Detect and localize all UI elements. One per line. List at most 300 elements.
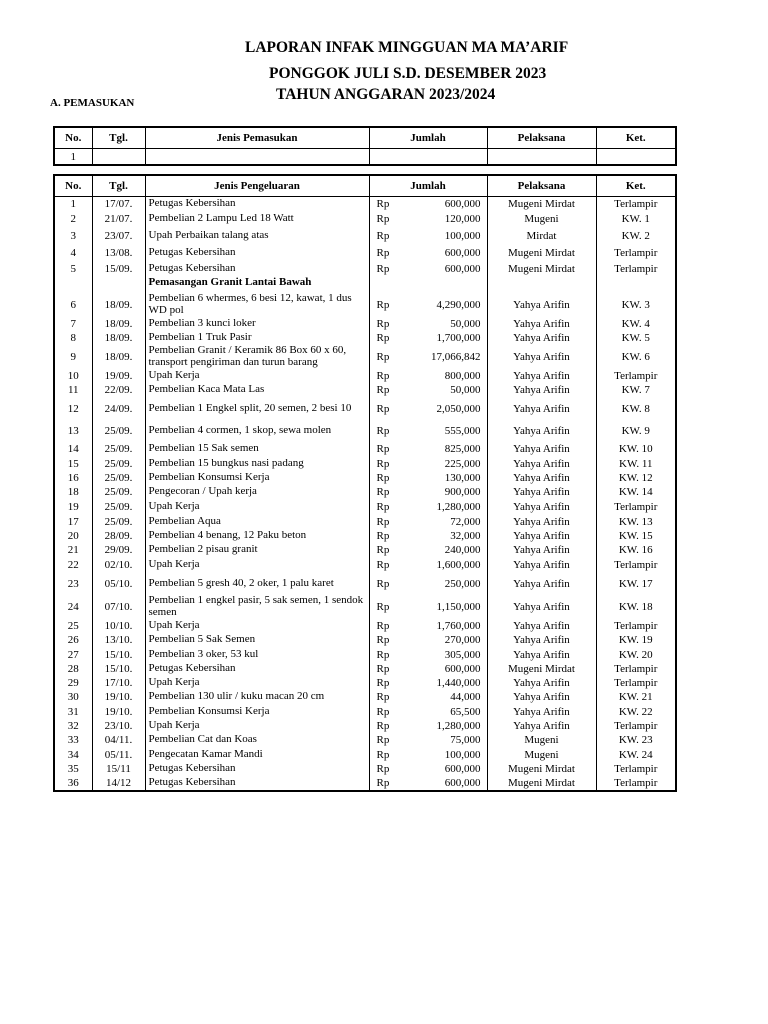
currency-label: Rp [376, 634, 390, 646]
cell-tgl: 23/10. [92, 719, 145, 733]
cell-no: 23 [54, 573, 92, 595]
cell-jumlah [369, 317, 487, 331]
cell-pelaksana: Yahya Arifin [487, 485, 596, 500]
cell-no: 7 [54, 317, 92, 331]
amount-value: 1,760,000 [436, 619, 481, 632]
cell-tgl: 18/09. [92, 317, 145, 331]
amount-value: 130,000 [444, 471, 481, 484]
table-row [54, 676, 676, 690]
cell-no: 20 [54, 529, 92, 543]
cell-pelaksana: Mugeni [487, 748, 596, 762]
amount-value: 900,000 [444, 486, 481, 498]
cell-no: 31 [54, 705, 92, 719]
col-header-jumlah: Jumlah [369, 127, 487, 149]
cell-jenis: Petugas Kebersihan [145, 197, 369, 211]
col-header-pelaksana: Pelaksana [487, 127, 596, 149]
cell-jumlah [369, 619, 487, 633]
cell-jenis: Pembelian Konsumsi Kerja [145, 705, 369, 719]
cell-tgl: 19/10. [92, 705, 145, 719]
cell-jenis: Pembelian 1 Truk Pasir [145, 331, 369, 345]
currency-label: Rp [376, 197, 390, 210]
table-row [54, 762, 676, 776]
currency-label: Rp [376, 648, 390, 661]
cell-jumlah [369, 397, 487, 421]
currency-label: Rp [376, 705, 390, 718]
cell-tgl: 15/10. [92, 662, 145, 676]
cell-ket: KW. 20 [596, 648, 676, 662]
amount-value: 32,000 [450, 529, 481, 542]
cell-no: 10 [54, 369, 92, 383]
cell-jumlah [369, 197, 487, 211]
cell-ket: KW. 14 [596, 485, 676, 500]
cell-tgl: 05/10. [92, 573, 145, 595]
cell-ket: KW. 15 [596, 529, 676, 543]
col-header-pelaksana: Pelaksana [487, 175, 596, 197]
amount-value: 600,000 [444, 246, 481, 259]
cell-tgl: 18/09. [92, 331, 145, 345]
cell-jenis: Pembelian 4 cormen, 1 skop, sewa molen [145, 421, 369, 441]
amount-value: 800,000 [444, 369, 481, 382]
cell-tgl: 25/09. [92, 485, 145, 500]
cell-pelaksana: Yahya Arifin [487, 543, 596, 558]
cell-tgl: 02/10. [92, 558, 145, 573]
table-row [54, 197, 676, 211]
cell-tgl: 19/10. [92, 690, 145, 705]
cell-no: 6 [54, 293, 92, 317]
cell-jumlah [369, 648, 487, 662]
cell-ket: Terlampir [596, 719, 676, 733]
cell-jenis: Petugas Kebersihan [145, 776, 369, 791]
cell-jenis: Upah Kerja [145, 719, 369, 733]
table-row [54, 662, 676, 676]
cell-tgl: 21/07. [92, 211, 145, 228]
report-title: LAPORAN INFAK MINGGUAN MA MA’ARIF [245, 39, 569, 56]
amount-value: 555,000 [444, 424, 481, 437]
cell-jumlah [369, 595, 487, 619]
currency-label: Rp [376, 230, 390, 242]
currency-label: Rp [376, 577, 390, 590]
cell-tgl: 07/10. [92, 595, 145, 619]
cell-ket: Terlampir [596, 197, 676, 211]
cell-ket: KW. 13 [596, 515, 676, 529]
amount-value: 17,066,842 [431, 350, 481, 363]
cell-pelaksana: Mugeni [487, 733, 596, 748]
cell-tgl: 25/09. [92, 441, 145, 457]
cell-pelaksana: Yahya Arifin [487, 633, 596, 648]
amount-value: 50,000 [450, 383, 481, 396]
cell-ket: KW. 8 [596, 397, 676, 421]
cell-ket: KW. 23 [596, 733, 676, 748]
cell-jenis: Petugas Kebersihan [145, 245, 369, 261]
currency-label: Rp [376, 676, 390, 689]
table-row [54, 245, 676, 261]
table-row [54, 619, 676, 633]
cell-jenis: Pembelian Kaca Mata Las [145, 383, 369, 397]
currency-label: Rp [376, 762, 390, 775]
cell-jenis: Pembelian 1 engkel pasir, 5 sak semen, 1 sendok semen [145, 595, 369, 619]
cell-no: 17 [54, 515, 92, 529]
amount-value: 72,000 [450, 515, 481, 528]
currency-label: Rp [376, 457, 390, 470]
cell-jenis: Pembelian 4 benang, 12 Paku beton [145, 529, 369, 543]
col-header-ket: Ket. [596, 127, 676, 149]
cell-pelaksana: Yahya Arifin [487, 331, 596, 345]
cell-jenis: Pembelian 15 bungkus nasi padang [145, 457, 369, 471]
cell-no: 35 [54, 762, 92, 776]
cell-ket: KW. 5 [596, 331, 676, 345]
amount-value: 1,150,000 [436, 600, 481, 613]
table-row [54, 748, 676, 762]
cell-jenis: Pembelian 2 pisau granit [145, 543, 369, 558]
table-row [54, 317, 676, 331]
cell-ket: KW. 9 [596, 421, 676, 441]
cell-pelaksana: Yahya Arifin [487, 719, 596, 733]
cell-ket: KW. 18 [596, 595, 676, 619]
table-row [54, 543, 676, 558]
cell-jumlah [369, 543, 487, 558]
table-row [54, 705, 676, 719]
table-row [54, 397, 676, 421]
cell-ket: Terlampir [596, 662, 676, 676]
cell-ket: Terlampir [596, 261, 676, 277]
cell-ket: Terlampir [596, 776, 676, 791]
table-row [54, 471, 676, 485]
cell-tgl [92, 149, 145, 166]
cell-ket: Terlampir [596, 762, 676, 776]
table-row [54, 529, 676, 543]
cell-ket: Terlampir [596, 369, 676, 383]
cell-no: 2 [54, 211, 92, 228]
cell-no: 34 [54, 748, 92, 762]
cell-no: 8 [54, 331, 92, 345]
cell-pelaksana: Mugeni Mirdat [487, 662, 596, 676]
cell-no: 16 [54, 471, 92, 485]
cell-jumlah [369, 228, 487, 245]
amount-value: 4,290,000 [436, 298, 481, 311]
cell-pelaksana: Mugeni Mirdat [487, 261, 596, 277]
cell-jenis: Pembelian Konsumsi Kerja [145, 471, 369, 485]
expense-rows [54, 197, 676, 791]
cell-no: 5 [54, 261, 92, 277]
cell-ket: KW. 2 [596, 228, 676, 245]
cell-jumlah [369, 211, 487, 228]
col-header-jumlah: Jumlah [369, 175, 487, 197]
cell-jumlah [369, 676, 487, 690]
cell-pelaksana [487, 277, 596, 293]
income-table [53, 126, 677, 166]
amount-value: 825,000 [444, 442, 481, 455]
cell-pelaksana: Mugeni Mirdat [487, 245, 596, 261]
amount-value: 600,000 [444, 262, 481, 275]
cell-tgl: 15/09. [92, 261, 145, 277]
amount-value: 1,700,000 [436, 331, 481, 344]
cell-no: 29 [54, 676, 92, 690]
cell-ket: KW. 12 [596, 471, 676, 485]
table-row [54, 573, 676, 595]
cell-jumlah [369, 762, 487, 776]
currency-label: Rp [376, 486, 390, 498]
cell-no: 4 [54, 245, 92, 261]
cell-tgl: 13/08. [92, 245, 145, 261]
cell-jenis: Pembelian 15 Sak semen [145, 441, 369, 457]
cell-pelaksana: Yahya Arifin [487, 471, 596, 485]
cell-jumlah [369, 261, 487, 277]
currency-label: Rp [376, 424, 390, 437]
table-row [54, 261, 676, 277]
table-row [54, 211, 676, 228]
currency-label: Rp [376, 691, 390, 703]
amount-value: 1,280,000 [436, 501, 481, 513]
cell-pelaksana: Yahya Arifin [487, 383, 596, 397]
cell-ket: KW. 4 [596, 317, 676, 331]
cell-jumlah [369, 719, 487, 733]
cell-tgl: 17/07. [92, 197, 145, 211]
col-header-jenis: Jenis Pengeluaran [145, 175, 369, 197]
amount-value: 600,000 [444, 662, 481, 675]
amount-value: 50,000 [450, 317, 481, 330]
currency-label: Rp [376, 213, 390, 225]
table-row [54, 776, 676, 791]
cell-pelaksana [487, 149, 596, 166]
amount-value: 600,000 [444, 762, 481, 775]
cell-ket: KW. 22 [596, 705, 676, 719]
table-row [54, 421, 676, 441]
currency-label: Rp [376, 501, 390, 513]
cell-pelaksana: Mugeni Mirdat [487, 776, 596, 791]
col-header-ket: Ket. [596, 175, 676, 197]
table-row [54, 648, 676, 662]
cell-jenis: Pembelian 3 oker, 53 kul [145, 648, 369, 662]
cell-pelaksana: Yahya Arifin [487, 397, 596, 421]
cell-jenis: Pembelian 5 gresh 40, 2 oker, 1 palu karet [145, 573, 369, 595]
cell-pelaksana: Yahya Arifin [487, 558, 596, 573]
cell-pelaksana: Yahya Arifin [487, 648, 596, 662]
cell-no: 27 [54, 648, 92, 662]
amount-value: 44,000 [450, 691, 481, 703]
cell-jenis: Pemasangan Granit Lantai Bawah [145, 277, 369, 293]
cell-tgl: 13/10. [92, 633, 145, 648]
currency-label: Rp [376, 442, 390, 455]
amount-value: 100,000 [444, 748, 481, 761]
cell-ket: KW. 24 [596, 748, 676, 762]
cell-no: 18 [54, 485, 92, 500]
table-row [54, 500, 676, 515]
income-header-row [54, 127, 676, 149]
table-row [54, 558, 676, 573]
cell-ket: KW. 3 [596, 293, 676, 317]
cell-jumlah [369, 421, 487, 441]
cell-pelaksana: Yahya Arifin [487, 529, 596, 543]
cell-tgl: 25/09. [92, 515, 145, 529]
cell-jenis: Pengecatan Kamar Mandi [145, 748, 369, 762]
cell-no [54, 277, 92, 293]
currency-label: Rp [376, 331, 390, 344]
cell-jenis: Pembelian Granit / Keramik 86 Box 60 x 60, transport pengiriman dan turun barang [145, 345, 369, 369]
table-row [54, 515, 676, 529]
table-row [54, 345, 676, 369]
cell-pelaksana: Yahya Arifin [487, 293, 596, 317]
cell-jenis: Upah Perbaikan talang atas [145, 228, 369, 245]
cell-jenis: Upah Kerja [145, 676, 369, 690]
cell-pelaksana: Mirdat [487, 228, 596, 245]
amount-value: 600,000 [444, 197, 481, 210]
table-row [54, 690, 676, 705]
cell-jumlah [369, 331, 487, 345]
amount-value: 1,600,000 [436, 559, 481, 571]
cell-jenis: Pembelian 6 whermes, 6 besi 12, kawat, 1 dus WD pol [145, 293, 369, 317]
currency-label: Rp [376, 350, 390, 363]
cell-no: 3 [54, 228, 92, 245]
cell-pelaksana: Yahya Arifin [487, 317, 596, 331]
cell-no: 21 [54, 543, 92, 558]
cell-no: 32 [54, 719, 92, 733]
cell-jenis: Pembelian Aqua [145, 515, 369, 529]
table-row [54, 719, 676, 733]
cell-no: 19 [54, 500, 92, 515]
cell-jumlah [369, 690, 487, 705]
cell-no: 30 [54, 690, 92, 705]
cell-ket: Terlampir [596, 558, 676, 573]
cell-jenis [145, 149, 369, 166]
cell-ket: Terlampir [596, 676, 676, 690]
cell-tgl: 23/07. [92, 228, 145, 245]
cell-no: 33 [54, 733, 92, 748]
cell-jumlah [369, 705, 487, 719]
cell-ket: KW. 16 [596, 543, 676, 558]
currency-label: Rp [376, 262, 390, 275]
cell-pelaksana: Yahya Arifin [487, 369, 596, 383]
cell-pelaksana: Yahya Arifin [487, 595, 596, 619]
currency-label: Rp [376, 529, 390, 542]
col-header-no: No. [54, 127, 92, 149]
col-header-no: No. [54, 175, 92, 197]
cell-jumlah [369, 457, 487, 471]
currency-label: Rp [376, 619, 390, 632]
table-row [54, 595, 676, 619]
amount-value: 305,000 [444, 648, 481, 661]
cell-jumlah [369, 471, 487, 485]
cell-jenis: Petugas Kebersihan [145, 662, 369, 676]
currency-label: Rp [376, 383, 390, 396]
cell-tgl: 10/10. [92, 619, 145, 633]
cell-pelaksana: Yahya Arifin [487, 421, 596, 441]
col-header-tgl: Tgl. [92, 127, 145, 149]
cell-jenis: Pembelian 2 Lampu Led 18 Watt [145, 211, 369, 228]
cell-jenis: Upah Kerja [145, 558, 369, 573]
cell-pelaksana: Yahya Arifin [487, 457, 596, 471]
cell-pelaksana: Yahya Arifin [487, 690, 596, 705]
cell-tgl: 25/09. [92, 471, 145, 485]
cell-pelaksana: Yahya Arifin [487, 619, 596, 633]
table-row [54, 149, 676, 166]
cell-jenis: Petugas Kebersihan [145, 261, 369, 277]
cell-ket: KW. 1 [596, 211, 676, 228]
currency-label: Rp [376, 748, 390, 761]
amount-value: 600,000 [444, 776, 481, 789]
cell-tgl: 17/10. [92, 676, 145, 690]
section-pemasukan-heading: A. PEMASUKAN [50, 97, 135, 109]
amount-value: 250,000 [444, 577, 481, 590]
cell-jumlah [369, 748, 487, 762]
cell-jenis: Upah Kerja [145, 619, 369, 633]
cell-no: 15 [54, 457, 92, 471]
cell-no: 1 [54, 149, 92, 166]
cell-tgl: 15/11 [92, 762, 145, 776]
currency-label: Rp [376, 317, 390, 330]
table-row [54, 369, 676, 383]
table-row [54, 485, 676, 500]
currency-label: Rp [376, 544, 390, 556]
section-row [54, 277, 676, 293]
cell-ket: Terlampir [596, 619, 676, 633]
cell-pelaksana: Yahya Arifin [487, 676, 596, 690]
cell-jumlah [369, 662, 487, 676]
currency-label: Rp [376, 402, 390, 415]
currency-label: Rp [376, 559, 390, 571]
cell-tgl: 25/09. [92, 457, 145, 471]
cell-no: 9 [54, 345, 92, 369]
amount-value: 240,000 [444, 544, 481, 556]
currency-label: Rp [376, 471, 390, 484]
currency-label: Rp [376, 246, 390, 259]
cell-tgl: 18/09. [92, 293, 145, 317]
amount-value: 1,440,000 [436, 676, 481, 689]
cell-jumlah [369, 441, 487, 457]
cell-jumlah [369, 500, 487, 515]
currency-label: Rp [376, 298, 390, 311]
cell-no: 12 [54, 397, 92, 421]
cell-ket [596, 149, 676, 166]
cell-jumlah [369, 383, 487, 397]
amount-value: 225,000 [444, 457, 481, 470]
cell-no: 24 [54, 595, 92, 619]
cell-tgl: 05/11. [92, 748, 145, 762]
cell-jenis: Pembelian 3 kunci loker [145, 317, 369, 331]
cell-jumlah [369, 277, 487, 293]
table-row [54, 383, 676, 397]
cell-jenis: Pengecoran / Upah kerja [145, 485, 369, 500]
currency-label: Rp [376, 369, 390, 382]
cell-jumlah [369, 776, 487, 791]
cell-jumlah [369, 558, 487, 573]
table-row [54, 457, 676, 471]
cell-ket: Terlampir [596, 245, 676, 261]
cell-tgl: 25/09. [92, 500, 145, 515]
cell-no: 28 [54, 662, 92, 676]
cell-ket: KW. 11 [596, 457, 676, 471]
cell-ket: KW. 21 [596, 690, 676, 705]
table-row [54, 331, 676, 345]
currency-label: Rp [376, 600, 390, 613]
cell-pelaksana: Yahya Arifin [487, 441, 596, 457]
amount-value: 65,500 [450, 705, 481, 718]
cell-no: 13 [54, 421, 92, 441]
cell-jenis: Upah Kerja [145, 369, 369, 383]
cell-ket: KW. 10 [596, 441, 676, 457]
amount-value: 1,280,000 [436, 719, 481, 732]
amount-value: 120,000 [444, 213, 481, 225]
cell-jenis: Petugas Kebersihan [145, 762, 369, 776]
cell-no: 25 [54, 619, 92, 633]
cell-jenis: Pembelian 130 ulir / kuku macan 20 cm [145, 690, 369, 705]
amount-value: 2,050,000 [436, 402, 481, 415]
cell-no: 22 [54, 558, 92, 573]
cell-tgl: 28/09. [92, 529, 145, 543]
cell-jumlah [369, 245, 487, 261]
cell-tgl: 18/09. [92, 345, 145, 369]
cell-jenis: Upah Kerja [145, 500, 369, 515]
expense-header-row [54, 175, 676, 197]
